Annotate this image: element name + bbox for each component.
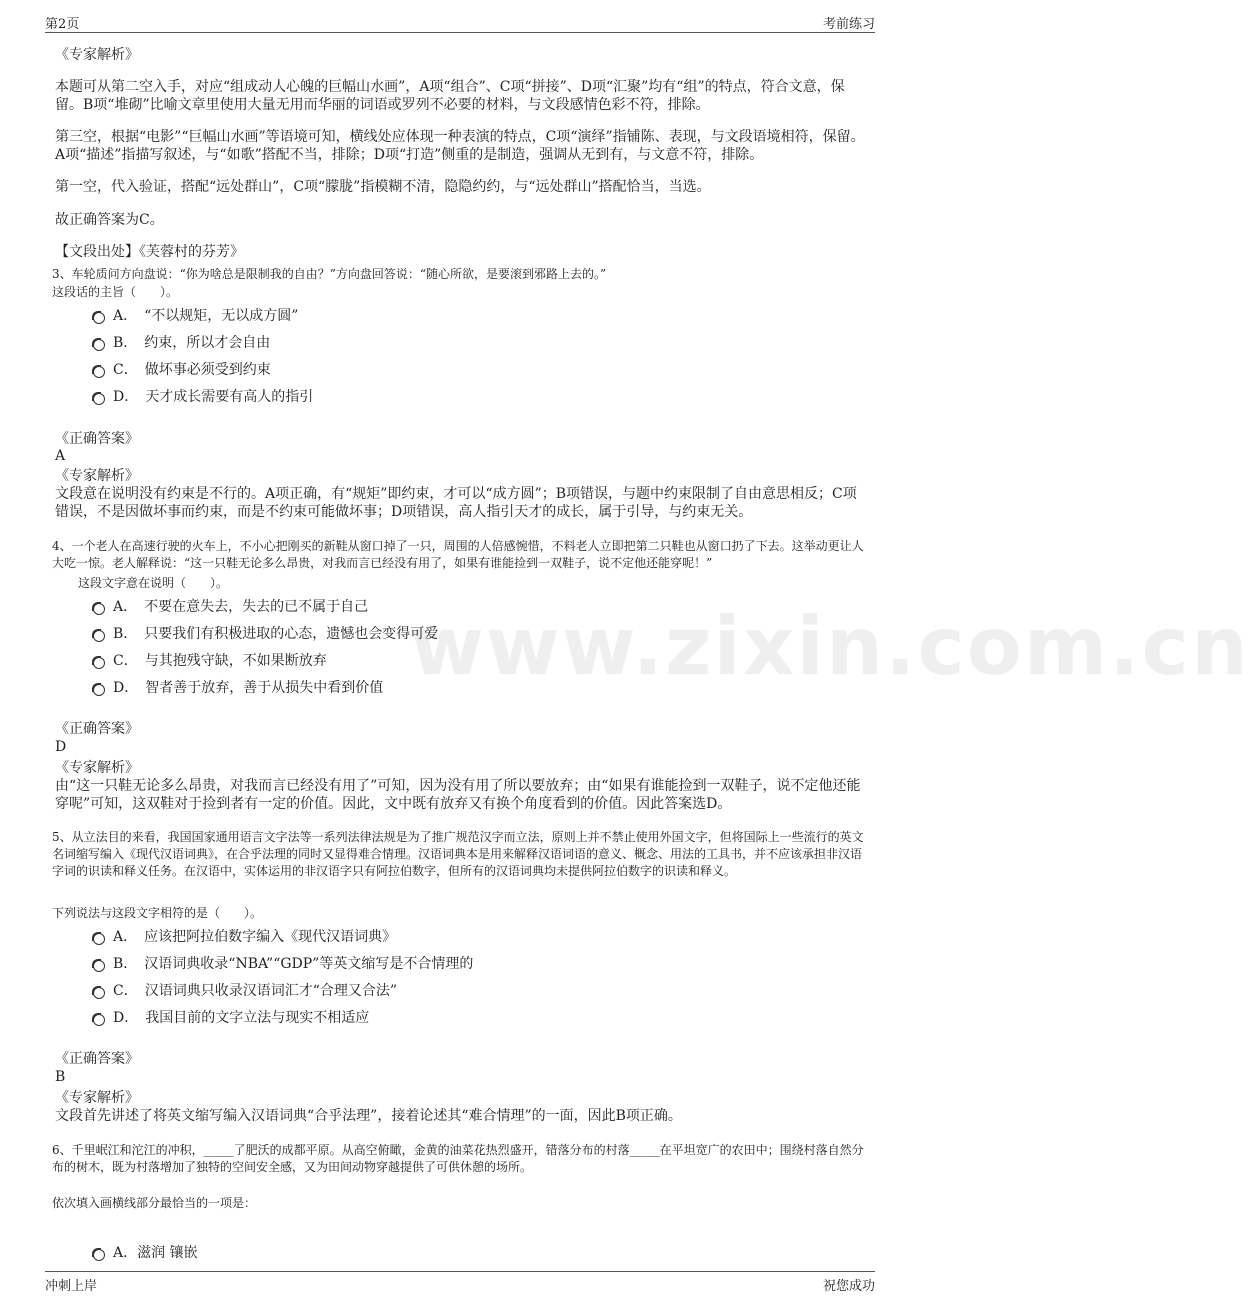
q4-analysis: 由“这一只鞋无论多么昂贵，对我而言已经没有用了”可知，因为没有用了所以要放弃；由“如果有谁能捡到一双鞋子，说不定他还能穿呢”可知，这双鞋对于捡到者有一定的价值。因此，文中既有放弃又有换个角度看到的价值。因此答案选D。 — [55, 778, 861, 812]
page-number: 第2页 — [45, 17, 80, 32]
q4-stem: 4、一个老人在高速行驶的火车上，不小心把刚买的新鞋从窗口掉了一只，周围的人倍感惋惜，不料老人立即把第二只鞋也从窗口扔了下去。这举动更让人大吃一惊。老人解释说：“这一只鞋无论多么昂贵，对我而言已经没有用了，如果有谁能捡到一双鞋子，说不定他还能穿呢！” — [52, 539, 864, 570]
q3-answer: A — [55, 448, 66, 464]
radio-icon[interactable] — [93, 657, 105, 669]
page-header — [45, 10, 875, 33]
q3-option-a[interactable]: A． “不以规矩，无以成方圆” — [93, 307, 298, 325]
q5-answer: B — [55, 1069, 66, 1085]
q2-analysis-label: 《专家解析》 — [55, 47, 139, 63]
footer-right: 祝您成功 — [822, 1279, 875, 1294]
q3-analysis-label: 《专家解析》 — [55, 468, 139, 484]
q2-conclusion: 故正确答案为C。 — [55, 212, 164, 228]
radio-icon[interactable] — [93, 1014, 105, 1026]
q4-option-d[interactable]: D． 智者善于放弃，善于从损失中看到价值 — [93, 679, 383, 697]
radio-icon[interactable] — [93, 933, 105, 945]
q3-answer-label: 《正确答案》 — [55, 431, 139, 447]
radio-icon[interactable] — [93, 987, 105, 999]
q3-prompt: 这段话的主旨（ ）。 — [52, 285, 179, 299]
q5-stem: 5、从立法目的来看，我国国家通用语言文字法等一系列法律法规是为了推广规范汉字而立法，原则上并不禁止使用外国文字，但将国际上一些流行的英文名词缩写编入《现代汉语词典》，在合乎法理的同时又显得难合情理。汉语词典本是用来解释汉语词语的意义、概念、用法的工具书，并不应该承担非汉语字词的识读和释义任务。在汉语中，实体运用的非汉语字只有阿拉伯数字，但所有的汉语词典均未提供阿拉伯数字的识读和释义。 — [52, 830, 864, 878]
q5-analysis: 文段首先讲述了将英文缩写编入汉语词典“合乎法理”，接着论述其“难合情理”的一面，因此B项正确。 — [55, 1108, 682, 1124]
q5-option-d[interactable]: D． 我国目前的文字立法与现实不相适应 — [93, 1009, 369, 1027]
q2-analysis-p1: 本题可从第二空入手，对应“组成动人心魄的巨幅山水画”，A项“组合”、C项“拼接”、D项“汇聚”均有“组”的特点，符合文意，保留。B项“堆砌”比喻文章里使用大量无用而华丽的词语或罗列不必要的材料，与文段感情色彩不符，排除。 — [55, 79, 845, 113]
q6-stem: 6、千里岷江和沱江的冲积，_____了肥沃的成都平原。从高空俯瞰，金黄的油菜花热烈盛开，错落分布的村落_____在平坦宽广的农田中；围绕村落自然分布的树木，既为村落增加了独特的空间安全感，又为田间动物穿越提供了可供休憩的场所。 — [52, 1143, 864, 1174]
q6-option-a[interactable]: A．滋润 镶嵌 — [93, 1244, 198, 1262]
radio-icon[interactable] — [93, 630, 105, 642]
radio-icon[interactable] — [93, 339, 105, 351]
q3-option-c[interactable]: C． 做坏事必须受到约束 — [93, 361, 271, 379]
q4-option-c[interactable]: C． 与其抱残守缺，不如果断放弃 — [93, 652, 327, 670]
q4-option-a[interactable]: A． 不要在意失去，失去的已不属于自己 — [93, 598, 368, 616]
radio-icon[interactable] — [93, 1249, 105, 1261]
q5-option-a[interactable]: A． 应该把阿拉伯数字编入《现代汉语词典》 — [93, 928, 396, 946]
q2-source: 【文段出处】《芙蓉村的芬芳》 — [55, 244, 244, 260]
footer-left: 冲刺上岸 — [45, 1279, 98, 1294]
q6-prompt: 依次填入画横线部分最恰当的一项是： — [52, 1196, 257, 1210]
header-title: 考前练习 — [822, 17, 875, 32]
q3-option-b[interactable]: B． 约束，所以才会自由 — [93, 334, 270, 352]
q5-option-b[interactable]: B． 汉语词典收录“NBA”“GDP”等英文缩写是不合情理的 — [93, 955, 473, 973]
q4-prompt: 这段文字意在说明（ ）。 — [78, 576, 229, 590]
radio-icon[interactable] — [93, 684, 105, 696]
radio-icon[interactable] — [93, 312, 105, 324]
radio-icon[interactable] — [93, 393, 105, 405]
q4-answer-label: 《正确答案》 — [55, 721, 139, 737]
q5-option-c[interactable]: C． 汉语词典只收录汉语词汇才“合理又合法” — [93, 982, 397, 1000]
radio-icon[interactable] — [93, 366, 105, 378]
q5-answer-label: 《正确答案》 — [55, 1051, 139, 1067]
q3-option-d[interactable]: D． 天才成长需要有高人的指引 — [93, 388, 313, 406]
radio-icon[interactable] — [93, 603, 105, 615]
q3-stem: 3、车轮质问方向盘说：“你为啥总是限制我的自由？”方向盘回答说：“随心所欲，是要滚到邪路上去的。” — [52, 267, 607, 281]
q5-prompt: 下列说法与这段文字相符的是（ ）。 — [52, 906, 263, 920]
radio-icon[interactable] — [93, 960, 105, 972]
q2-analysis-p3: 第一空，代入验证，搭配“远处群山”，C项“朦胧”指模糊不清，隐隐约约，与“远处群山”搭配恰当，当选。 — [55, 179, 711, 195]
q4-answer: D — [55, 739, 67, 755]
watermark: www.zixin.com.cn — [410, 600, 1250, 693]
q4-option-b[interactable]: B． 只要我们有积极进取的心态，遗憾也会变得可爱 — [93, 625, 438, 643]
q2-analysis-p2: 第三空，根据“电影”“巨幅山水画”等语境可知，横线处应体现一种表演的特点，C项“演绎”指铺陈、表现，与文段语境相符，保留。A项“描述”指描写叙述，与“如歌”搭配不当，排除；D项“打造”侧重的是制造，强调从无到有，与文意不符，排除。 — [55, 129, 865, 163]
page-footer — [45, 1271, 875, 1294]
q5-analysis-label: 《专家解析》 — [55, 1090, 139, 1106]
q4-analysis-label: 《专家解析》 — [55, 760, 139, 776]
q3-analysis: 文段意在说明没有约束是不行的。A项正确，有“规矩”即约束，才可以“成方圆”；B项错误，与题中约束限制了自由意思相反；C项错误，不是因做坏事而约束，而是不约束可能做坏事；D项错误，高人指引天才的成长，属于引导，与约束无关。 — [55, 486, 857, 520]
